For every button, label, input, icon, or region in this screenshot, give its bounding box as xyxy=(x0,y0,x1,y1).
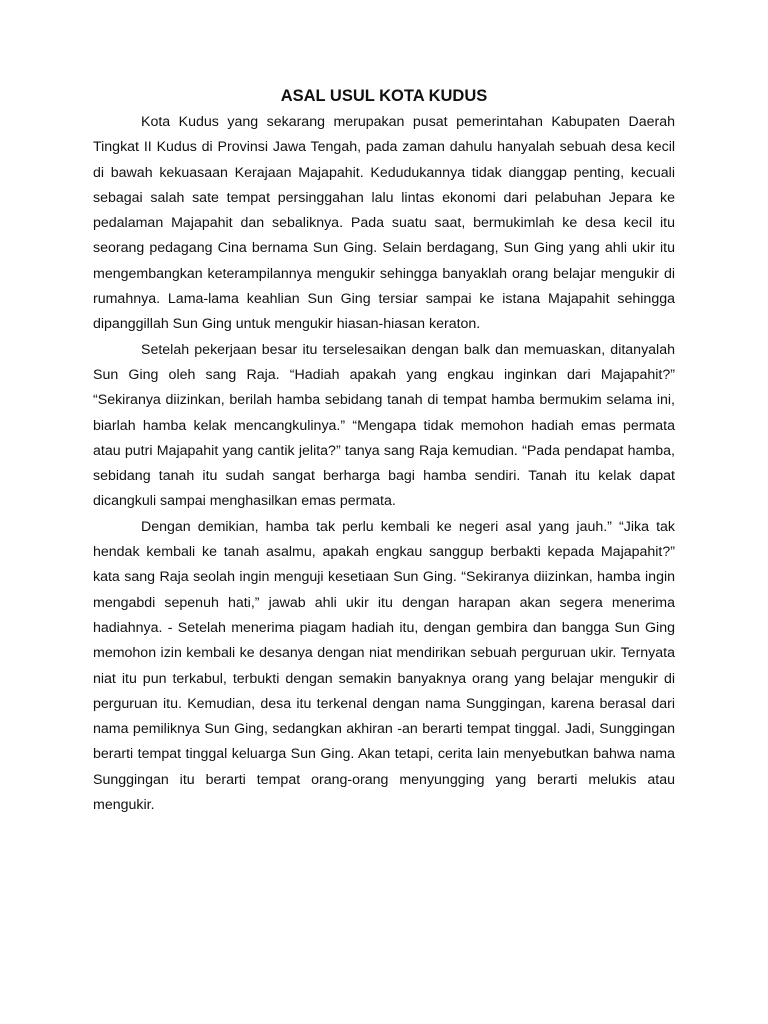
document-page xyxy=(93,86,675,818)
paragraph-1: Kota Kudus yang sekarang merupakan pusat pemerintahan Kabupaten Daerah Tingkat II Kudus di Provinsi Jawa Tengah, pada zaman dahulu hanyalah sebuah desa kecil di bawah kekuasaan Kerajaan Majapahit. Kedudukannya tidak dianggap penting, kecuali sebagai salah sate tempat persinggahan lalu lintas ekonomi dari pelabuhan Jepara ke pedalaman Majapahit dan sebaliknya. Pada suatu saat, bermukimlah ke desa kecil itu seorang pedagang Cina bernama Sun Ging. Selain berdagang, Sun Ging yang ahli ukir itu mengembangkan keterampilannya mengukir sehingga banyaklah orang belajar mengukir di rumahnya. Lama-lama keahlian Sun Ging tersiar sampai ke istana Majapahit sehingga dipanggillah Sun Ging untuk mengukir hiasan-hiasan keraton. xyxy=(93,114,675,333)
paragraph-2: Setelah pekerjaan besar itu terselesaikan dengan balk dan memuaskan, ditanyalah Sun Ging oleh sang Raja. “Hadiah apakah yang engkau inginkan dari Majapahit?” “Sekiranya diizinkan, berilah hamba sebidang tanah di tempat hamba bermukim selama ini, biarlah hamba kelak mencangkulinya.” “Mengapa tidak memohon hadiah emas permata atau putri Majapahit yang cantik jelita?” tanya sang Raja kemudian. “Pada pendapat hamba, sebidang tanah itu sudah sangat berharga bagi hamba sendiri. Tanah itu kelak dapat dicangkuli sampai menghasilkan emas permata. xyxy=(93,341,675,510)
paragraph-3: Dengan demikian, hamba tak perlu kembali ke negeri asal yang jauh.” “Jika tak hendak kembali ke tanah asalmu, apakah engkau sanggup berbakti kepada Majapahit?” kata sang Raja seolah ingin menguji kesetiaan Sun Ging. “Sekiranya diizinkan, hamba ingin mengabdi sepenuh hati,” jawab ahli ukir itu dengan harapan akan segera menerima hadiahnya. - Setelah menerima piagam hadiah itu, dengan gembira dan bangga Sun Ging memohon izin kembali ke desanya dengan niat mendirikan sebuah perguruan ukir. Ternyata niat itu pun terkabul, terbukti dengan semakin banyaknya orang yang belajar mengukir di perguruan itu. Kemudian, desa itu terkenal dengan nama Sunggingan, karena berasal dari nama pemiliknya Sun Ging, sedangkan akhiran -an berarti tempat tinggal. Jadi, Sunggingan berarti tempat tinggal keluarga Sun Ging. Akan tetapi, cerita lain menyebutkan bahwa nama Sunggingan itu berarti tempat orang-orang menyungging yang berarti melukis atau mengukir. xyxy=(93,518,675,814)
document-title: ASAL USUL KOTA KUDUS xyxy=(280,87,488,105)
